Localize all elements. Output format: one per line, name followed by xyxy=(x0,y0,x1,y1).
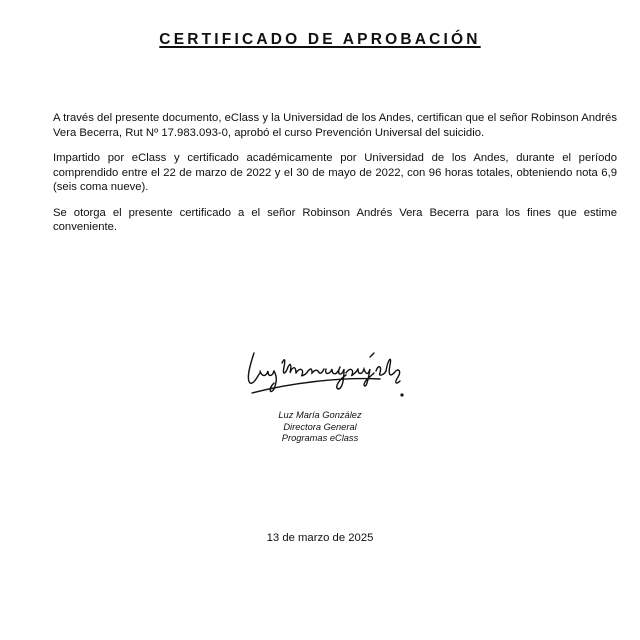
paragraph-course-details: Impartido por eClass y certificado académicamente por Universidad de los Andes, durante el período comprendido entre el 22 de marzo de 2022 y el 30 de mayo de 2022, con 96 horas totales, obteniendo nota 6,9 (seis coma nueve). xyxy=(53,152,617,193)
signer-role: Directora General xyxy=(283,421,357,432)
paragraph-granting: Se otorga el presente certificado a el señor Robinson Andrés Vera Becerra para los fines que estime conveniente. xyxy=(53,206,617,233)
signer-organization: Programas eClass xyxy=(281,433,359,443)
signer-block xyxy=(220,410,420,445)
signer-name: Luz María González xyxy=(278,410,362,420)
certificate-title-text: CERTIFICADO DE APROBACIÓN xyxy=(159,31,481,48)
certificate-body xyxy=(53,111,617,246)
issue-date: 13 de marzo de 2025 xyxy=(266,532,374,544)
certificate-title xyxy=(0,31,640,49)
paragraph-approval: A través del presente documento, eClass y la Universidad de los Andes, certifican que el señor Robinson Andrés Vera Becerra, Rut Nº 17.983.093-0, aprobó el curso Prevención Universal del suicidio. xyxy=(53,112,617,139)
handwritten-signature xyxy=(240,345,410,405)
